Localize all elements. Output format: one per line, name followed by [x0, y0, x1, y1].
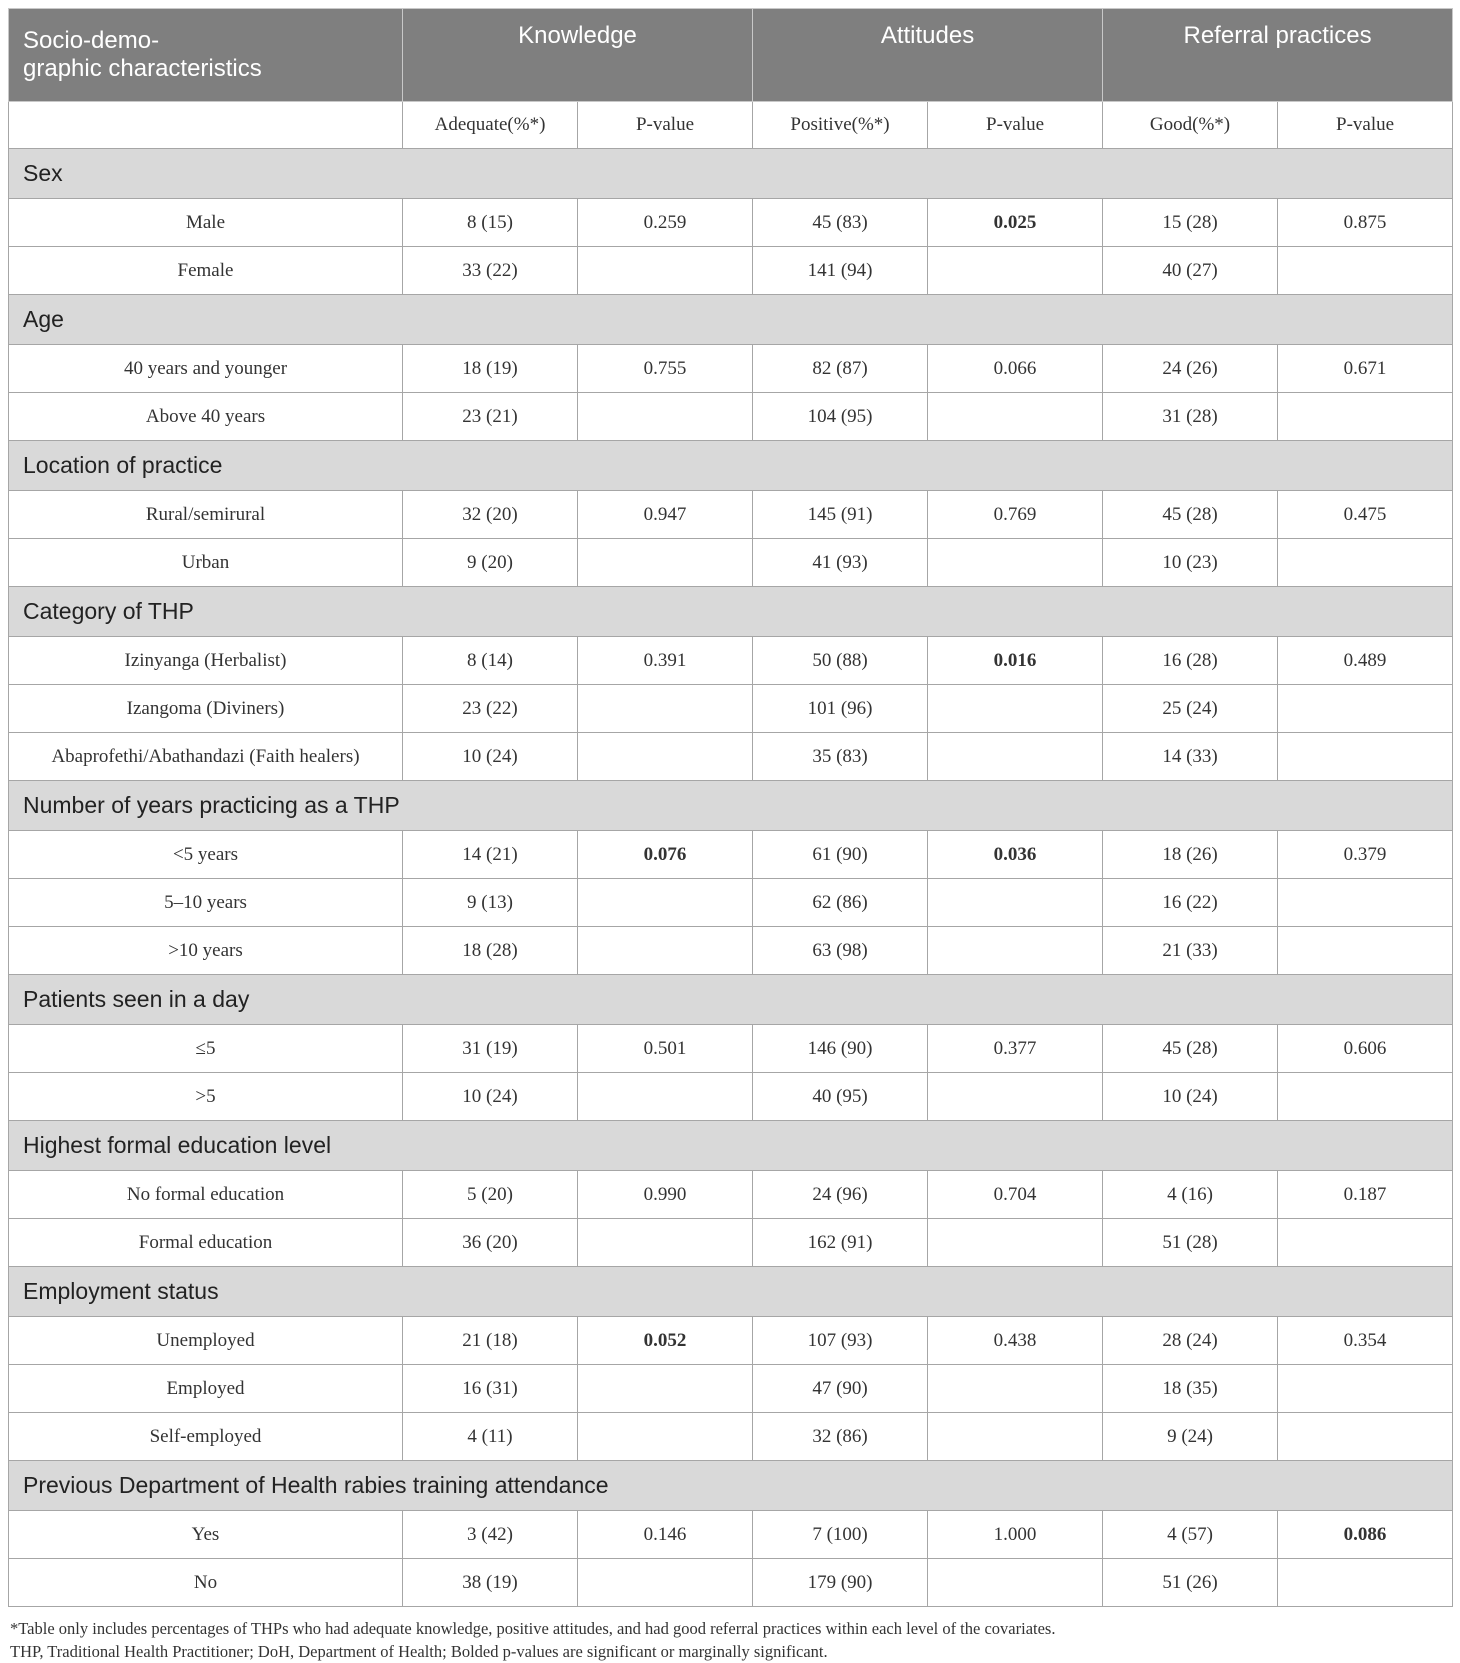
count-cell: 24 (26) — [1103, 345, 1278, 393]
count-cell: 3 (42) — [403, 1511, 578, 1559]
p-value-cell — [928, 927, 1103, 975]
count-cell: 8 (14) — [403, 637, 578, 685]
row-label: Izangoma (Diviners) — [9, 685, 403, 733]
p-value-cell — [578, 1073, 753, 1121]
row-label: Izinyanga (Herbalist) — [9, 637, 403, 685]
section-row — [9, 1121, 1453, 1171]
p-value-cell — [1278, 685, 1453, 733]
row-label: No — [9, 1559, 403, 1607]
p-value-cell — [1278, 1413, 1453, 1461]
p-value-cell: 0.947 — [578, 491, 753, 539]
table-row — [9, 927, 1453, 975]
header-referral-practices: Referral practices — [1103, 9, 1453, 102]
count-cell: 40 (27) — [1103, 247, 1278, 295]
count-cell: 61 (90) — [753, 831, 928, 879]
p-value-cell: 0.146 — [578, 1511, 753, 1559]
table-row — [9, 491, 1453, 539]
p-value-cell: 0.259 — [578, 199, 753, 247]
count-cell: 16 (31) — [403, 1365, 578, 1413]
count-cell: 10 (23) — [1103, 539, 1278, 587]
count-cell: 18 (28) — [403, 927, 578, 975]
p-value-cell — [578, 1219, 753, 1267]
count-cell: 4 (16) — [1103, 1171, 1278, 1219]
count-cell: 104 (95) — [753, 393, 928, 441]
p-value-cell — [928, 733, 1103, 781]
row-label: Urban — [9, 539, 403, 587]
p-value-cell — [1278, 733, 1453, 781]
count-cell: 24 (96) — [753, 1171, 928, 1219]
count-cell: 31 (28) — [1103, 393, 1278, 441]
p-value-cell — [1278, 1365, 1453, 1413]
p-value-cell — [578, 927, 753, 975]
row-label: <5 years — [9, 831, 403, 879]
count-cell: 179 (90) — [753, 1559, 928, 1607]
count-cell: 63 (98) — [753, 927, 928, 975]
row-label: Unemployed — [9, 1317, 403, 1365]
count-cell: 41 (93) — [753, 539, 928, 587]
count-cell: 162 (91) — [753, 1219, 928, 1267]
count-cell: 8 (15) — [403, 199, 578, 247]
p-value-cell: 0.501 — [578, 1025, 753, 1073]
table-row — [9, 1025, 1453, 1073]
count-cell: 35 (83) — [753, 733, 928, 781]
p-value-cell — [578, 879, 753, 927]
section-title: Number of years practicing as a THP — [9, 781, 1453, 831]
section-title: Previous Department of Health rabies training attendance — [9, 1461, 1453, 1511]
footnote-abbreviations: THP, Traditional Health Practitioner; DoH, Department of Health; Bolded p-values are significant or marginally significant. — [10, 1642, 828, 1661]
count-cell: 82 (87) — [753, 345, 928, 393]
count-cell: 7 (100) — [753, 1511, 928, 1559]
row-label: >10 years — [9, 927, 403, 975]
section-row — [9, 149, 1453, 199]
table-row — [9, 733, 1453, 781]
section-row — [9, 441, 1453, 491]
section-title: Location of practice — [9, 441, 1453, 491]
table-row — [9, 1073, 1453, 1121]
row-label: >5 — [9, 1073, 403, 1121]
count-cell: 47 (90) — [753, 1365, 928, 1413]
p-value-cell — [578, 685, 753, 733]
row-label: Above 40 years — [9, 393, 403, 441]
p-value-cell: 0.489 — [1278, 637, 1453, 685]
p-value-cell — [1278, 247, 1453, 295]
p-value-cell: 0.052 — [578, 1317, 753, 1365]
count-cell: 14 (21) — [403, 831, 578, 879]
p-value-cell: 0.769 — [928, 491, 1103, 539]
table-row — [9, 685, 1453, 733]
subheader-knowledge-pvalue: P-value — [578, 102, 753, 149]
p-value-cell — [578, 247, 753, 295]
p-value-cell: 0.606 — [1278, 1025, 1453, 1073]
p-value-cell — [1278, 1559, 1453, 1607]
p-value-cell: 0.379 — [1278, 831, 1453, 879]
subheader-referral-pvalue: P-value — [1278, 102, 1453, 149]
p-value-cell: 0.704 — [928, 1171, 1103, 1219]
row-label: 5–10 years — [9, 879, 403, 927]
p-value-cell — [928, 1073, 1103, 1121]
count-cell: 141 (94) — [753, 247, 928, 295]
count-cell: 51 (28) — [1103, 1219, 1278, 1267]
row-label: Rural/semirural — [9, 491, 403, 539]
section-row — [9, 587, 1453, 637]
p-value-cell — [578, 1413, 753, 1461]
count-cell: 9 (20) — [403, 539, 578, 587]
data-table — [8, 8, 1453, 1607]
table-row — [9, 1511, 1453, 1559]
row-label: Female — [9, 247, 403, 295]
count-cell: 25 (24) — [1103, 685, 1278, 733]
p-value-cell: 0.990 — [578, 1171, 753, 1219]
table-row — [9, 539, 1453, 587]
count-cell: 33 (22) — [403, 247, 578, 295]
header-characteristics-line1: Socio-demo- — [23, 27, 160, 54]
table-header-row — [9, 9, 1453, 102]
p-value-cell: 0.755 — [578, 345, 753, 393]
p-value-cell: 0.036 — [928, 831, 1103, 879]
count-cell: 5 (20) — [403, 1171, 578, 1219]
p-value-cell: 0.086 — [1278, 1511, 1453, 1559]
section-title: Sex — [9, 149, 1453, 199]
table-row — [9, 831, 1453, 879]
footnote-asterisk: *Table only includes percentages of THPs who had adequate knowledge, positive attitudes, and had good referral practices within each level of the covariates. — [10, 1619, 1056, 1638]
p-value-cell: 0.875 — [1278, 199, 1453, 247]
table-row — [9, 1171, 1453, 1219]
table-row — [9, 1317, 1453, 1365]
count-cell: 21 (18) — [403, 1317, 578, 1365]
section-title: Age — [9, 295, 1453, 345]
count-cell: 28 (24) — [1103, 1317, 1278, 1365]
section-row — [9, 975, 1453, 1025]
p-value-cell — [578, 1365, 753, 1413]
p-value-cell — [928, 1559, 1103, 1607]
count-cell: 145 (91) — [753, 491, 928, 539]
count-cell: 38 (19) — [403, 1559, 578, 1607]
p-value-cell — [1278, 1219, 1453, 1267]
p-value-cell: 0.438 — [928, 1317, 1103, 1365]
row-label: No formal education — [9, 1171, 403, 1219]
table-row — [9, 199, 1453, 247]
count-cell: 31 (19) — [403, 1025, 578, 1073]
row-label: Male — [9, 199, 403, 247]
p-value-cell — [928, 879, 1103, 927]
count-cell: 15 (28) — [1103, 199, 1278, 247]
count-cell: 45 (83) — [753, 199, 928, 247]
p-value-cell: 0.671 — [1278, 345, 1453, 393]
count-cell: 23 (21) — [403, 393, 578, 441]
count-cell: 9 (24) — [1103, 1413, 1278, 1461]
count-cell: 146 (90) — [753, 1025, 928, 1073]
p-value-cell: 0.391 — [578, 637, 753, 685]
count-cell: 23 (22) — [403, 685, 578, 733]
table-row — [9, 1413, 1453, 1461]
table-row — [9, 393, 1453, 441]
p-value-cell — [1278, 1073, 1453, 1121]
row-label: Yes — [9, 1511, 403, 1559]
p-value-cell — [1278, 927, 1453, 975]
table-body — [9, 149, 1453, 1607]
section-title: Employment status — [9, 1267, 1453, 1317]
p-value-cell — [1278, 539, 1453, 587]
p-value-cell — [578, 733, 753, 781]
table-row — [9, 1559, 1453, 1607]
p-value-cell: 1.000 — [928, 1511, 1103, 1559]
section-row — [9, 1461, 1453, 1511]
p-value-cell — [928, 1365, 1103, 1413]
section-title: Highest formal education level — [9, 1121, 1453, 1171]
count-cell: 10 (24) — [1103, 1073, 1278, 1121]
count-cell: 16 (22) — [1103, 879, 1278, 927]
row-label: Employed — [9, 1365, 403, 1413]
p-value-cell: 0.016 — [928, 637, 1103, 685]
p-value-cell — [928, 1413, 1103, 1461]
table-subheader-row — [9, 102, 1453, 149]
count-cell: 14 (33) — [1103, 733, 1278, 781]
count-cell: 10 (24) — [403, 733, 578, 781]
count-cell: 45 (28) — [1103, 1025, 1278, 1073]
count-cell: 18 (35) — [1103, 1365, 1278, 1413]
count-cell: 50 (88) — [753, 637, 928, 685]
subheader-attitudes-pvalue: P-value — [928, 102, 1103, 149]
count-cell: 107 (93) — [753, 1317, 928, 1365]
p-value-cell: 0.187 — [1278, 1171, 1453, 1219]
count-cell: 36 (20) — [403, 1219, 578, 1267]
section-row — [9, 1267, 1453, 1317]
count-cell: 62 (86) — [753, 879, 928, 927]
count-cell: 101 (96) — [753, 685, 928, 733]
p-value-cell — [1278, 879, 1453, 927]
p-value-cell: 0.066 — [928, 345, 1103, 393]
table-row — [9, 247, 1453, 295]
section-title: Category of THP — [9, 587, 1453, 637]
header-characteristics-line2: graphic characteristics — [23, 55, 262, 82]
row-label: 40 years and younger — [9, 345, 403, 393]
table-row — [9, 637, 1453, 685]
count-cell: 10 (24) — [403, 1073, 578, 1121]
section-row — [9, 295, 1453, 345]
p-value-cell — [578, 1559, 753, 1607]
p-value-cell — [928, 1219, 1103, 1267]
row-label: Self-employed — [9, 1413, 403, 1461]
p-value-cell — [1278, 393, 1453, 441]
table-row — [9, 1219, 1453, 1267]
p-value-cell — [578, 539, 753, 587]
table-row — [9, 879, 1453, 927]
p-value-cell: 0.475 — [1278, 491, 1453, 539]
header-attitudes: Attitudes — [753, 9, 1103, 102]
count-cell: 4 (11) — [403, 1413, 578, 1461]
count-cell: 4 (57) — [1103, 1511, 1278, 1559]
table-container — [8, 8, 1452, 1663]
table-row — [9, 1365, 1453, 1413]
header-characteristics — [9, 9, 403, 102]
p-value-cell — [928, 539, 1103, 587]
count-cell: 18 (19) — [403, 345, 578, 393]
section-row — [9, 781, 1453, 831]
row-label: Formal education — [9, 1219, 403, 1267]
header-knowledge: Knowledge — [403, 9, 753, 102]
p-value-cell: 0.354 — [1278, 1317, 1453, 1365]
count-cell: 9 (13) — [403, 879, 578, 927]
p-value-cell: 0.076 — [578, 831, 753, 879]
p-value-cell — [928, 685, 1103, 733]
p-value-cell — [928, 247, 1103, 295]
subheader-good: Good(%*) — [1103, 102, 1278, 149]
count-cell: 32 (20) — [403, 491, 578, 539]
table-row — [9, 345, 1453, 393]
row-label: Abaprofethi/Abathandazi (Faith healers) — [9, 733, 403, 781]
p-value-cell — [578, 393, 753, 441]
count-cell: 16 (28) — [1103, 637, 1278, 685]
section-title: Patients seen in a day — [9, 975, 1453, 1025]
row-label: ≤5 — [9, 1025, 403, 1073]
count-cell: 51 (26) — [1103, 1559, 1278, 1607]
count-cell: 18 (26) — [1103, 831, 1278, 879]
count-cell: 21 (33) — [1103, 927, 1278, 975]
p-value-cell — [928, 393, 1103, 441]
subheader-positive: Positive(%*) — [753, 102, 928, 149]
p-value-cell: 0.377 — [928, 1025, 1103, 1073]
subheader-adequate: Adequate(%*) — [403, 102, 578, 149]
count-cell: 40 (95) — [753, 1073, 928, 1121]
count-cell: 32 (86) — [753, 1413, 928, 1461]
count-cell: 45 (28) — [1103, 491, 1278, 539]
subheader-empty — [9, 102, 403, 149]
table-footnotes — [8, 1617, 1452, 1663]
p-value-cell: 0.025 — [928, 199, 1103, 247]
